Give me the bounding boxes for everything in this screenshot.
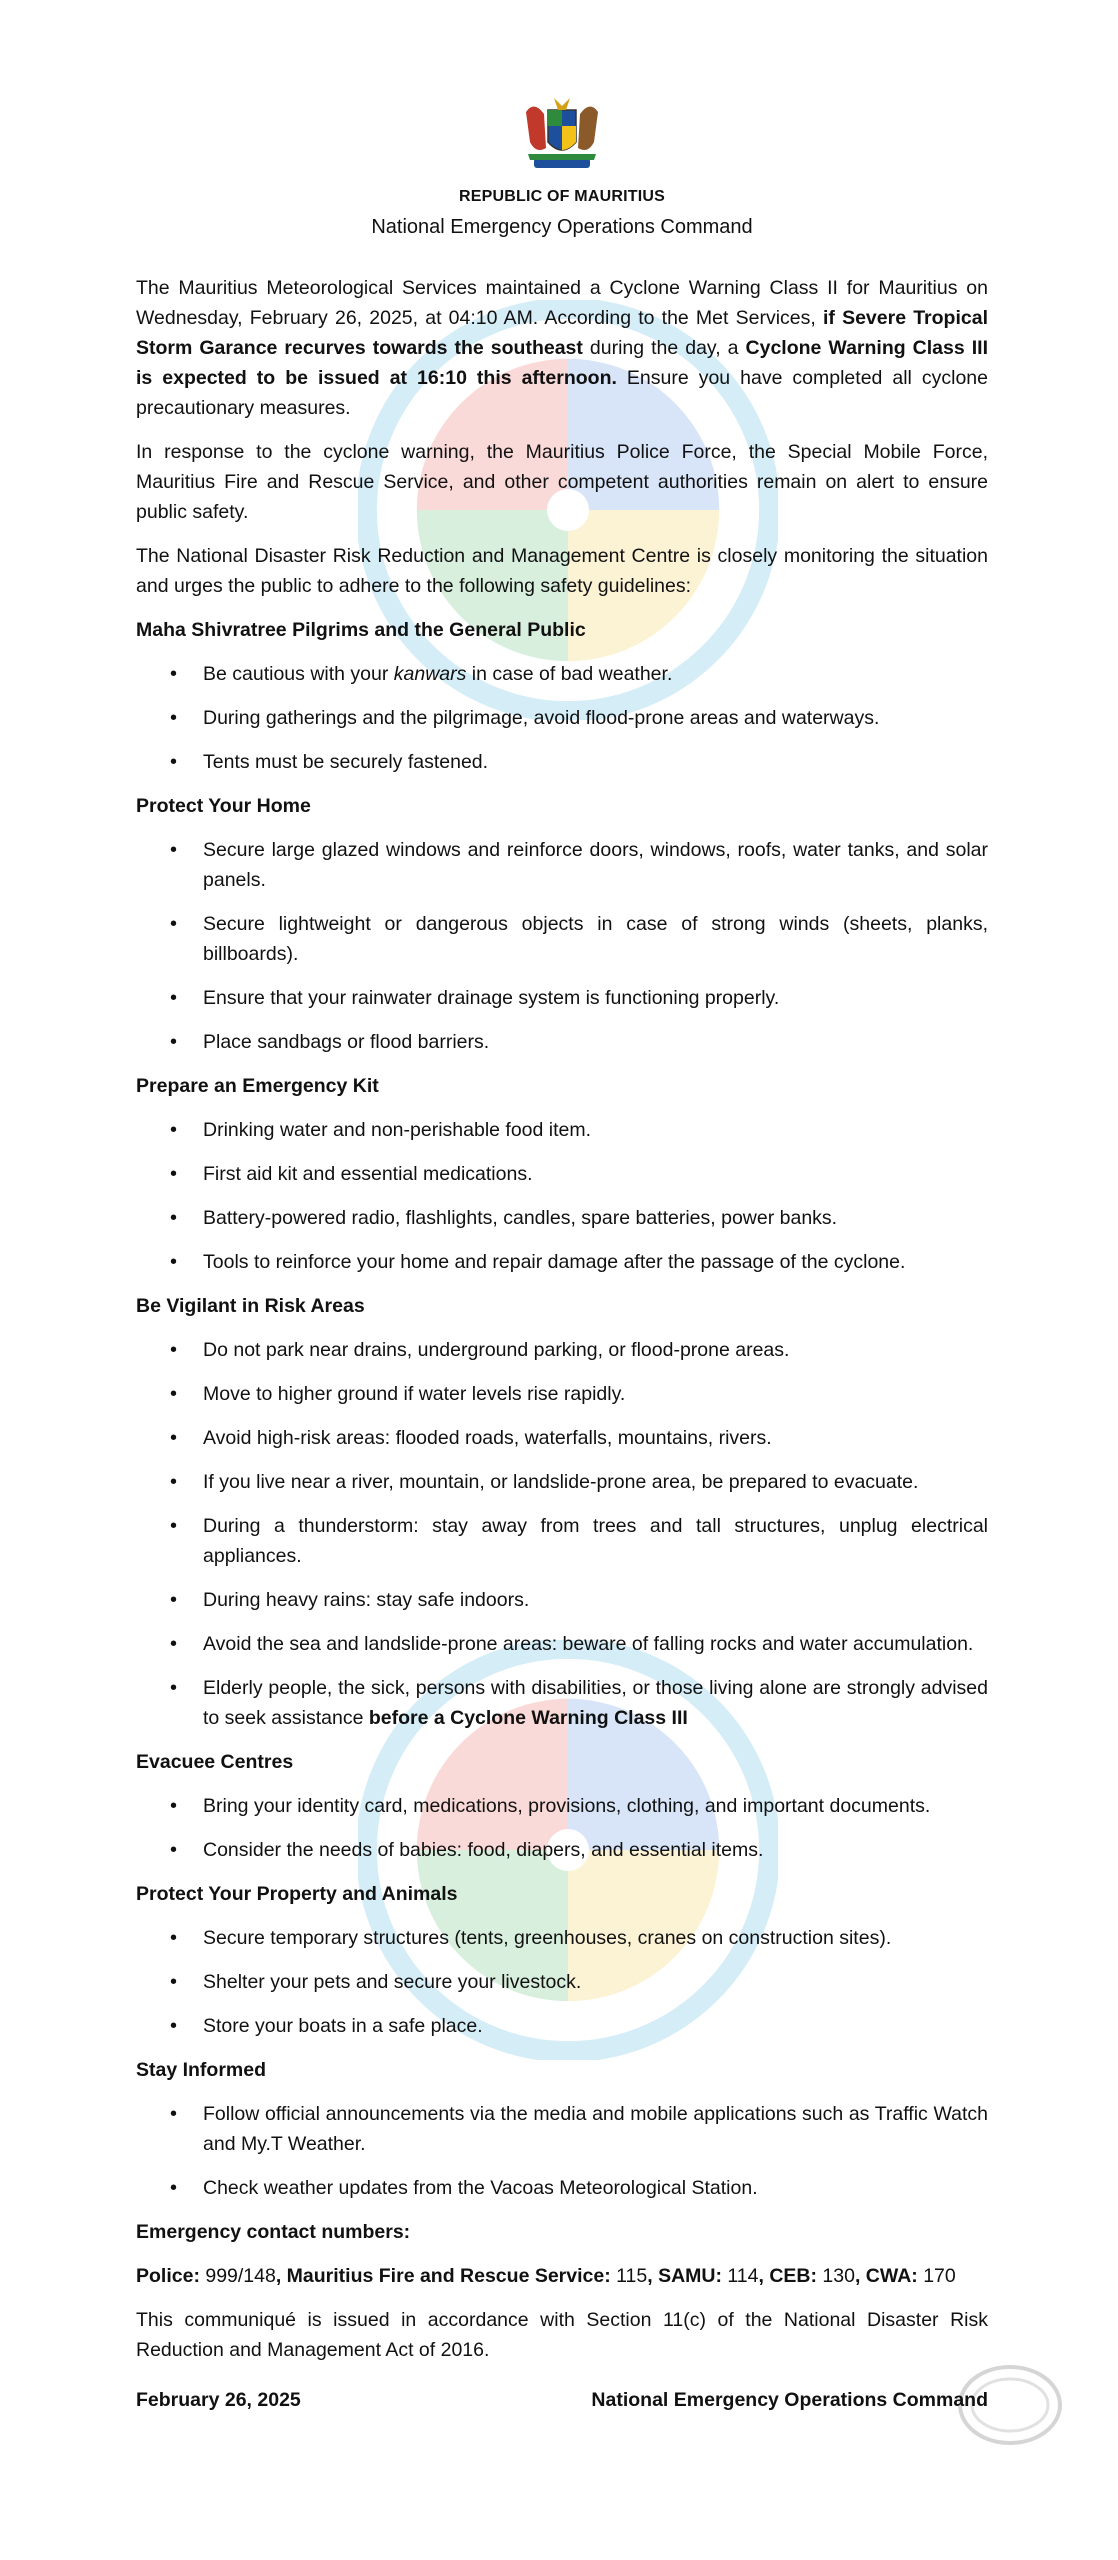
monitoring-paragraph: The National Disaster Risk Reduction and Management Centre is closely monitoring the situation and urges the public to adhere to the following safety guidelines: — [136, 545, 988, 597]
contact-numbers: Police: 999/148, Mauritius Fire and Rescue Service: 115, SAMU: 114, CEB: 130, CWA: 170 — [136, 2265, 956, 2287]
list-item: • First aid kit and essential medications. — [136, 1159, 988, 1189]
section-title-informed: Stay Informed — [136, 2059, 267, 2081]
list-evacuee — [136, 1791, 988, 1865]
legal-paragraph: This communiqué is issued in accordance with Section 11(c) of the National Disaster Risk Reduction and Management Act of 2016. — [136, 2309, 988, 2361]
list-item: • Avoid the sea and landslide-prone areas: beware of falling rocks and water accumulation. — [136, 1629, 988, 1659]
coat-of-arms-icon — [514, 92, 610, 176]
alert-paragraph: In response to the cyclone warning, the Mauritius Police Force, the Special Mobile Force, Mauritius Fire and Rescue Service, and other competent authorities remain on alert to ensure public safety. — [136, 441, 988, 523]
list-home — [136, 835, 988, 1057]
list-item: • Ensure that your rainwater drainage system is functioning properly. — [136, 983, 988, 1013]
list-item: • Be cautious with your kanwars in case of bad weather. — [136, 659, 988, 689]
list-item: • Move to higher ground if water levels rise rapidly. — [136, 1379, 988, 1409]
list-item: • Secure lightweight or dangerous objects in case of strong winds (sheets, planks, billboards). — [136, 909, 988, 969]
list-item: • During gatherings and the pilgrimage, avoid flood-prone areas and waterways. — [136, 703, 988, 733]
country-name: REPUBLIC OF MAURITIUS — [459, 188, 665, 205]
list-item: • Secure large glazed windows and reinforce doors, windows, roofs, water tanks, and solar panels. — [136, 835, 988, 895]
list-property — [136, 1923, 988, 2041]
footer-signature: National Emergency Operations Command — [591, 2389, 988, 2411]
section-title-pilgrims: Maha Shivratree Pilgrims and the General Public — [136, 619, 586, 641]
list-item: • Avoid high-risk areas: flooded roads, waterfalls, mountains, rivers. — [136, 1423, 988, 1453]
contacts-title: Emergency contact numbers: — [136, 2221, 411, 2243]
list-item: • Shelter your pets and secure your livestock. — [136, 1967, 988, 1997]
list-item: • During a thunderstorm: stay away from trees and tall structures, unplug electrical appliances. — [136, 1511, 988, 1571]
footer — [136, 2385, 988, 2415]
list-item: • Bring your identity card, medications, provisions, clothing, and important documents. — [136, 1791, 988, 1821]
list-item: • Tools to reinforce your home and repair damage after the passage of the cyclone. — [136, 1247, 988, 1277]
list-kit — [136, 1115, 988, 1277]
list-item: • Consider the needs of babies: food, diapers, and essential items. — [136, 1835, 988, 1865]
header — [136, 0, 988, 239]
list-item: • Do not park near drains, underground parking, or flood-prone areas. — [136, 1335, 988, 1365]
section-title-property: Protect Your Property and Animals — [136, 1883, 458, 1905]
list-item: • During heavy rains: stay safe indoors. — [136, 1585, 988, 1615]
list-pilgrims — [136, 659, 988, 777]
footer-date: February 26, 2025 — [136, 2389, 301, 2411]
list-item: • Check weather updates from the Vacoas Meteorological Station. — [136, 2173, 988, 2203]
section-title-risk: Be Vigilant in Risk Areas — [136, 1295, 365, 1317]
list-informed — [136, 2099, 988, 2203]
office-name: National Emergency Operations Command — [371, 216, 753, 238]
list-item: • Place sandbags or flood barriers. — [136, 1027, 988, 1057]
list-item: • Tents must be securely fastened. — [136, 747, 988, 777]
list-item: • If you live near a river, mountain, or landslide-prone area, be prepared to evacuate. — [136, 1467, 988, 1497]
list-item: • Follow official announcements via the media and mobile applications such as Traffic Watch and My.T Weather. — [136, 2099, 988, 2159]
list-item: • Store your boats in a safe place. — [136, 2011, 988, 2041]
intro-paragraph: The Mauritius Meteorological Services maintained a Cyclone Warning Class II for Mauritius on Wednesday, February 26, 2025, at 04:10 AM. According to the Met Services, if Severe Tropical Storm Garance recurves towards the southeast during the day, a Cyclone Warning Class III is expected to be issued at 16:10 this afternoon. Ensure you have completed all cyclone precautionary measures. — [136, 277, 988, 419]
section-title-home: Protect Your Home — [136, 795, 311, 817]
list-risk — [136, 1335, 988, 1733]
section-title-kit: Prepare an Emergency Kit — [136, 1075, 379, 1097]
list-item: • Battery-powered radio, flashlights, candles, spare batteries, power banks. — [136, 1203, 988, 1233]
communique-page — [136, 0, 988, 2415]
section-title-evacuee: Evacuee Centres — [136, 1751, 294, 1773]
list-item: • Drinking water and non-perishable food item. — [136, 1115, 988, 1145]
list-item: • Elderly people, the sick, persons with disabilities, or those living alone are strongly advised to seek assistance before a Cyclone Warning Class III — [136, 1673, 988, 1733]
list-item: • Secure temporary structures (tents, greenhouses, cranes on construction sites). — [136, 1923, 988, 1953]
